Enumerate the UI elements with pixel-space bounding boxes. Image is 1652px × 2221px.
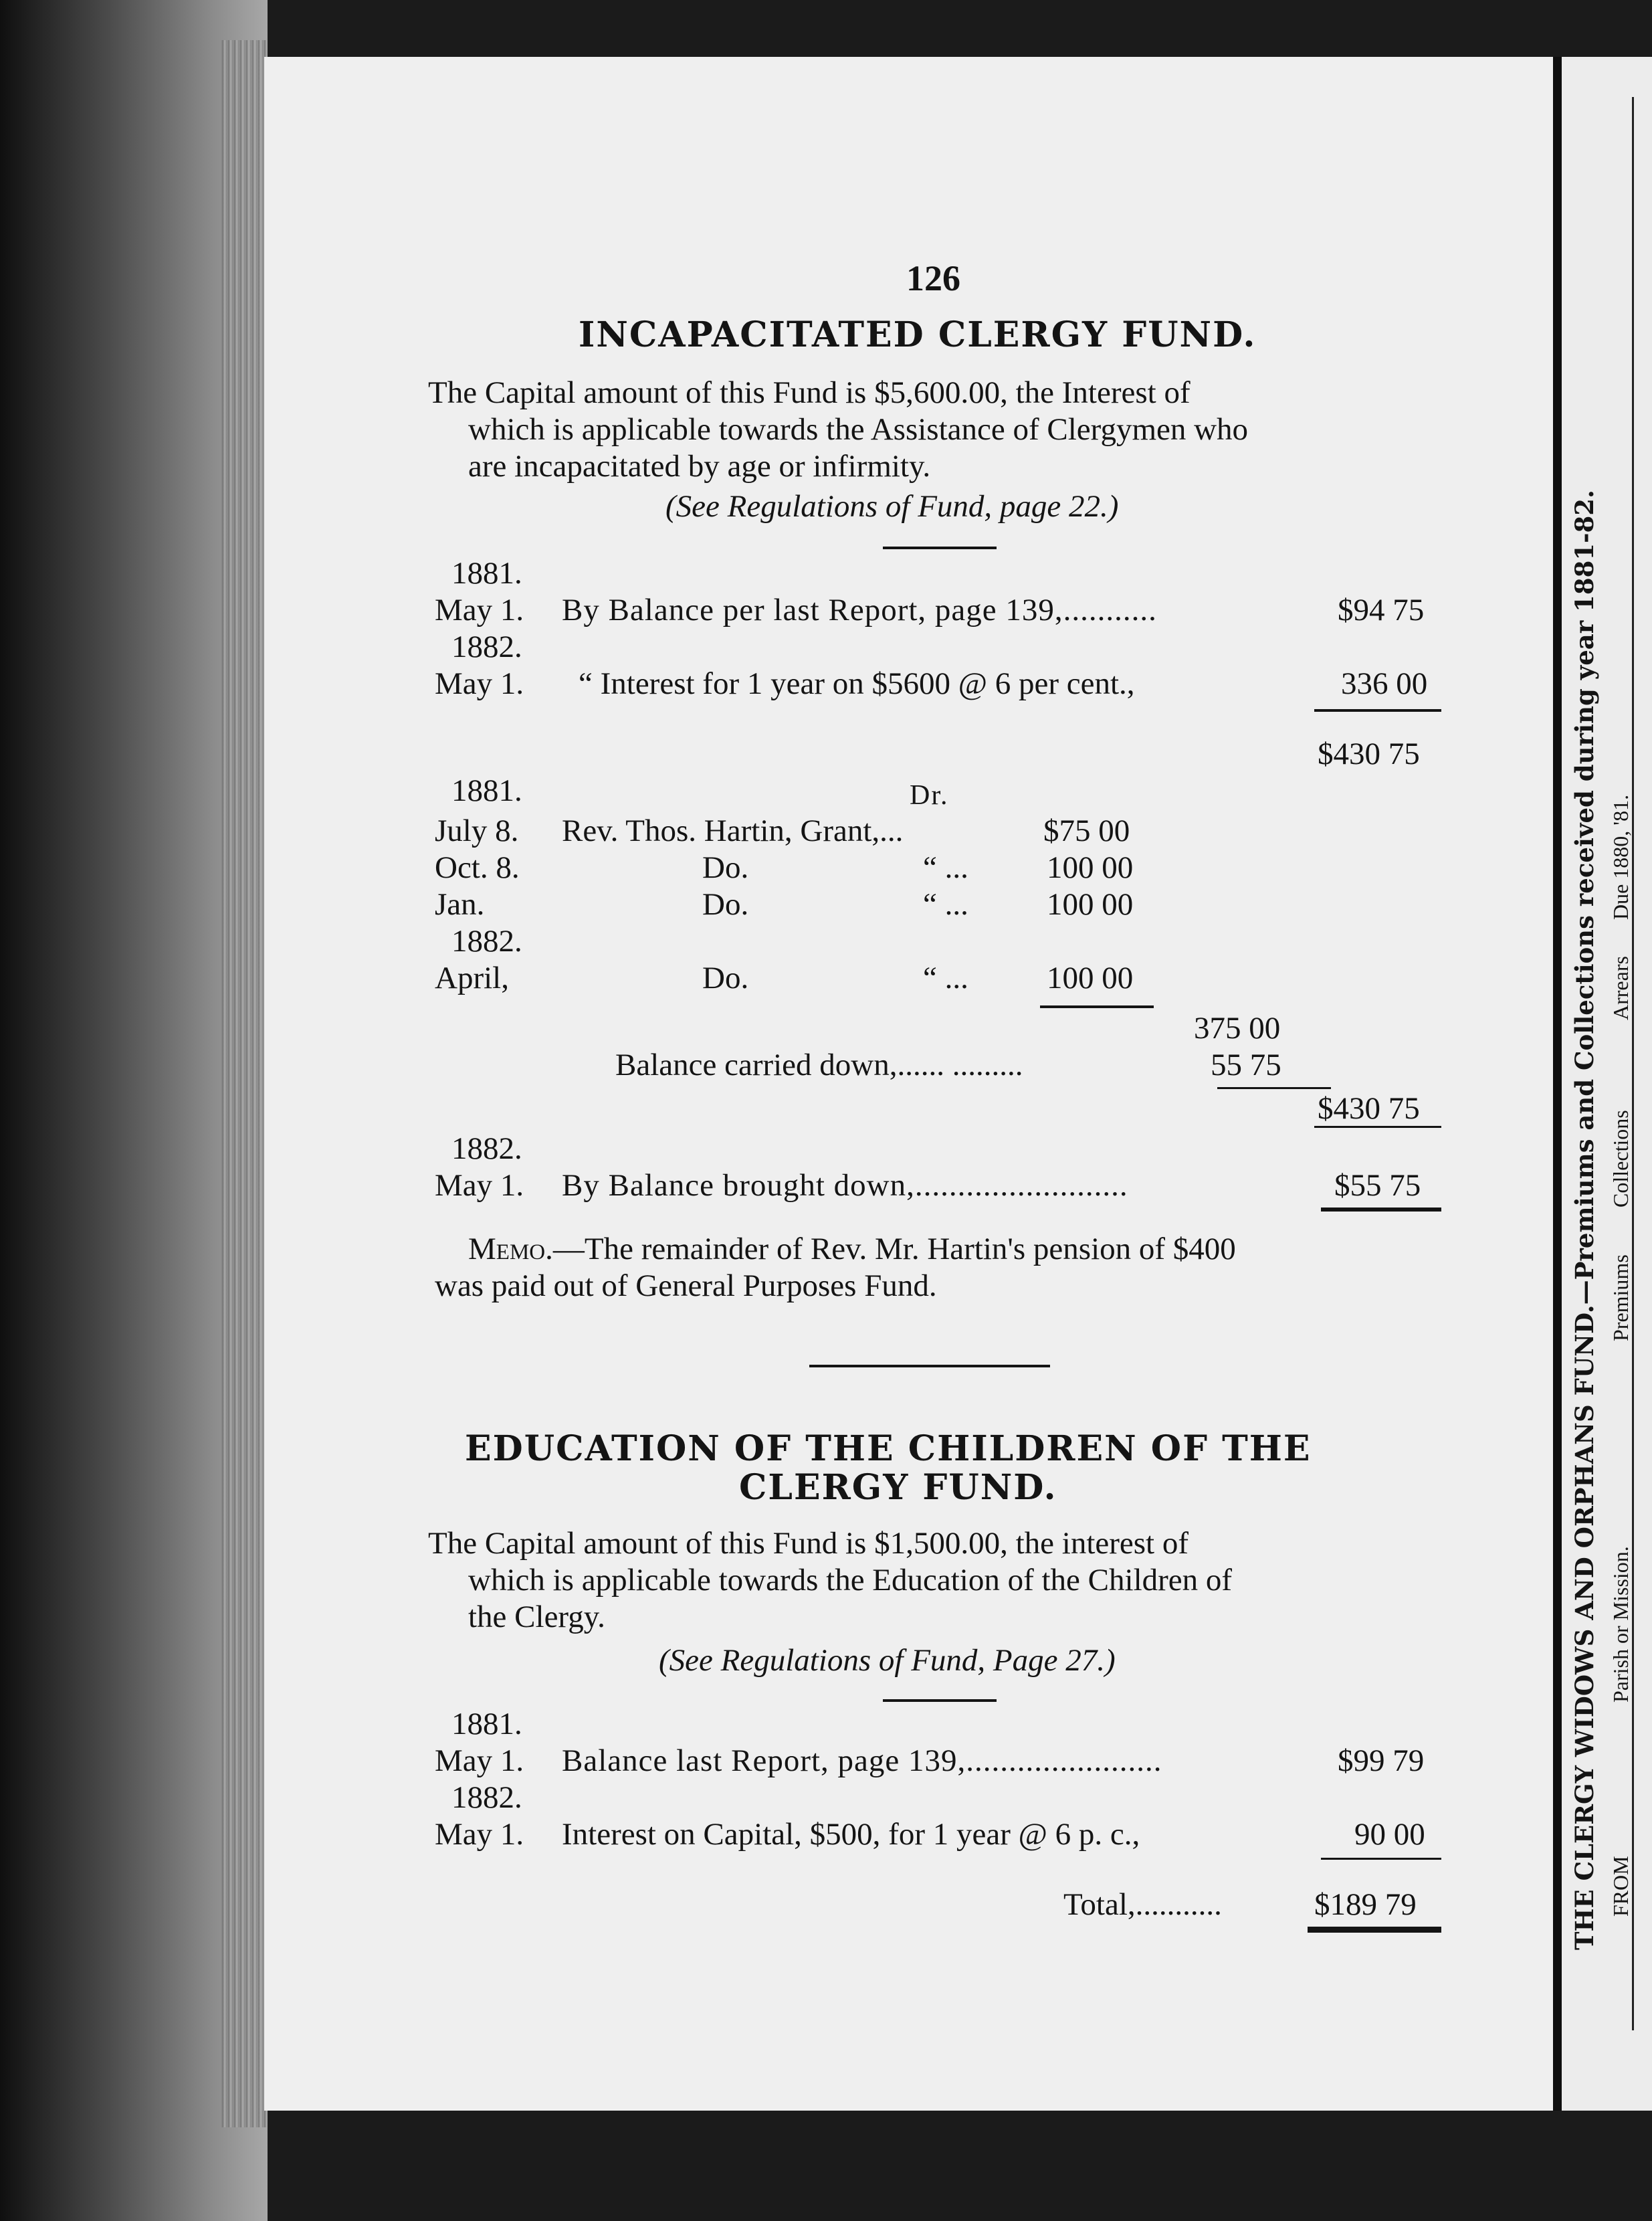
s2-amount: $99 79 [1338, 1743, 1425, 1778]
credit-year-1881: 1881. [451, 556, 522, 591]
brought-amount: $55 75 [1334, 1168, 1421, 1203]
s2-date: May 1. [435, 1743, 524, 1778]
s2-desc: Interest on Capital, $500, for 1 year @ 6 p. c., [562, 1817, 1140, 1852]
dr-label: Dr. [910, 780, 949, 811]
adjacent-page [1562, 57, 1652, 2111]
credit-desc: “ Interest for 1 year on $5600 @ 6 per cent., [579, 666, 1135, 701]
s2-total-label: Total,........... [1063, 1887, 1222, 1922]
section1-reference: (See Regulations of Fund, page 22.) [665, 489, 1119, 524]
debit-year-1882: 1882. [451, 924, 522, 959]
section2-reference: (See Regulations of Fund, Page 27.) [659, 1643, 1116, 1678]
side-col-parish: Parish or Mission. [1609, 1546, 1633, 1703]
page-number: 126 [906, 258, 960, 298]
credit-total: $430 75 [1318, 737, 1420, 771]
credit-amount: 336 00 [1341, 666, 1428, 701]
s2-amount: 90 00 [1354, 1817, 1425, 1852]
section1-divider [883, 547, 997, 549]
side-col-collections: Collections [1609, 1110, 1633, 1208]
debit-desc: Rev. Thos. Hartin, Grant,... [562, 813, 904, 848]
debit-ditto: “ ... [923, 850, 968, 885]
debit-subtotal: 375 00 [1194, 1011, 1281, 1046]
s2-date: May 1. [435, 1817, 524, 1852]
debit-amount: 100 00 [1047, 961, 1134, 995]
side-col-arrears: Arrears [1609, 956, 1633, 1020]
side-col-due: Due 1880, '81. [1609, 794, 1633, 920]
section2-divider [883, 1699, 997, 1702]
side-title: THE CLERGY WIDOWS AND ORPHANS FUND.—Premiums and Collections received during year 1881-82. [1570, 490, 1599, 1950]
side-rule [1632, 97, 1634, 2030]
s2-total-rule [1321, 1858, 1441, 1860]
brought-year: 1882. [451, 1131, 522, 1166]
debit-date: July 8. [435, 813, 519, 848]
debit-date: Jan. [435, 887, 485, 922]
side-col-premiums: Premiums [1609, 1254, 1633, 1341]
section1-intro-line1: The Capital amount of this Fund is $5,600.00, the Interest of [428, 375, 1191, 410]
s2-total-amount: $189 79 [1314, 1887, 1417, 1922]
section2-intro-line3: the Clergy. [468, 1600, 605, 1634]
credit-rule [1314, 709, 1441, 712]
section1-intro-line2: which is applicable towards the Assistance of Clergymen who [468, 412, 1249, 447]
s2-desc: Balance last Report, page 139,....................... [562, 1743, 1162, 1778]
credit-date: May 1. [435, 666, 524, 701]
debit-total-rule-right [1314, 1126, 1441, 1128]
s2-total-double-rule [1308, 1927, 1441, 1933]
memo-line1 [468, 1231, 1236, 1267]
brought-date: May 1. [435, 1168, 524, 1203]
debit-amount: $75 00 [1043, 813, 1130, 848]
debit-desc: Do. [702, 887, 749, 922]
credit-date: May 1. [435, 593, 524, 627]
debit-amount: 100 00 [1047, 850, 1134, 885]
debit-ditto: “ ... [923, 887, 968, 922]
debit-desc: Do. [702, 850, 749, 885]
memo-label: Memo. [468, 1232, 553, 1266]
s2-year-1881: 1881. [451, 1707, 522, 1741]
brought-double-rule [1321, 1208, 1441, 1212]
side-col-from: FROM [1609, 1856, 1633, 1917]
debit-amount: 100 00 [1047, 887, 1134, 922]
section2-title-line1: EDUCATION OF THE CHILDREN OF THE [465, 1428, 1312, 1469]
credit-year-1882: 1882. [451, 630, 522, 664]
section2-intro-line1: The Capital amount of this Fund is $1,500.00, the interest of [428, 1526, 1189, 1561]
memo-text: —The remainder of Rev. Mr. Hartin's pension of $400 [552, 1232, 1236, 1266]
section2-title-line2: CLERGY FUND. [739, 1467, 1057, 1508]
credit-amount: $94 75 [1338, 593, 1425, 627]
section1-intro-line3: are incapacitated by age or infirmity. [468, 449, 931, 484]
debit-year-1881: 1881. [451, 773, 522, 808]
debit-total-rule [1217, 1087, 1331, 1089]
credit-desc: By Balance per last Report, page 139,........... [562, 593, 1157, 627]
balance-carried-amount: 55 75 [1211, 1048, 1281, 1082]
balance-carried-label: Balance carried down,...... ......... [615, 1048, 1023, 1082]
s2-year-1882: 1882. [451, 1780, 522, 1815]
debit-date: Oct. 8. [435, 850, 520, 885]
section-separator [809, 1365, 1050, 1367]
debit-total: $430 75 [1318, 1091, 1420, 1126]
memo-line2: was paid out of General Purposes Fund. [435, 1268, 937, 1303]
debit-date: April, [435, 961, 509, 995]
debit-ditto: “ ... [923, 961, 968, 995]
debit-desc: Do. [702, 961, 749, 995]
brought-desc: By Balance brought down,......................... [562, 1168, 1128, 1203]
page-edges [221, 40, 268, 2127]
page-gutter [1553, 57, 1562, 2111]
section1-title: INCAPACITATED CLERGY FUND. [579, 314, 1257, 355]
book-page [264, 57, 1555, 2111]
section2-intro-line2: which is applicable towards the Education of the Children of [468, 1563, 1233, 1598]
debit-subtotal-rule [1040, 1005, 1154, 1008]
